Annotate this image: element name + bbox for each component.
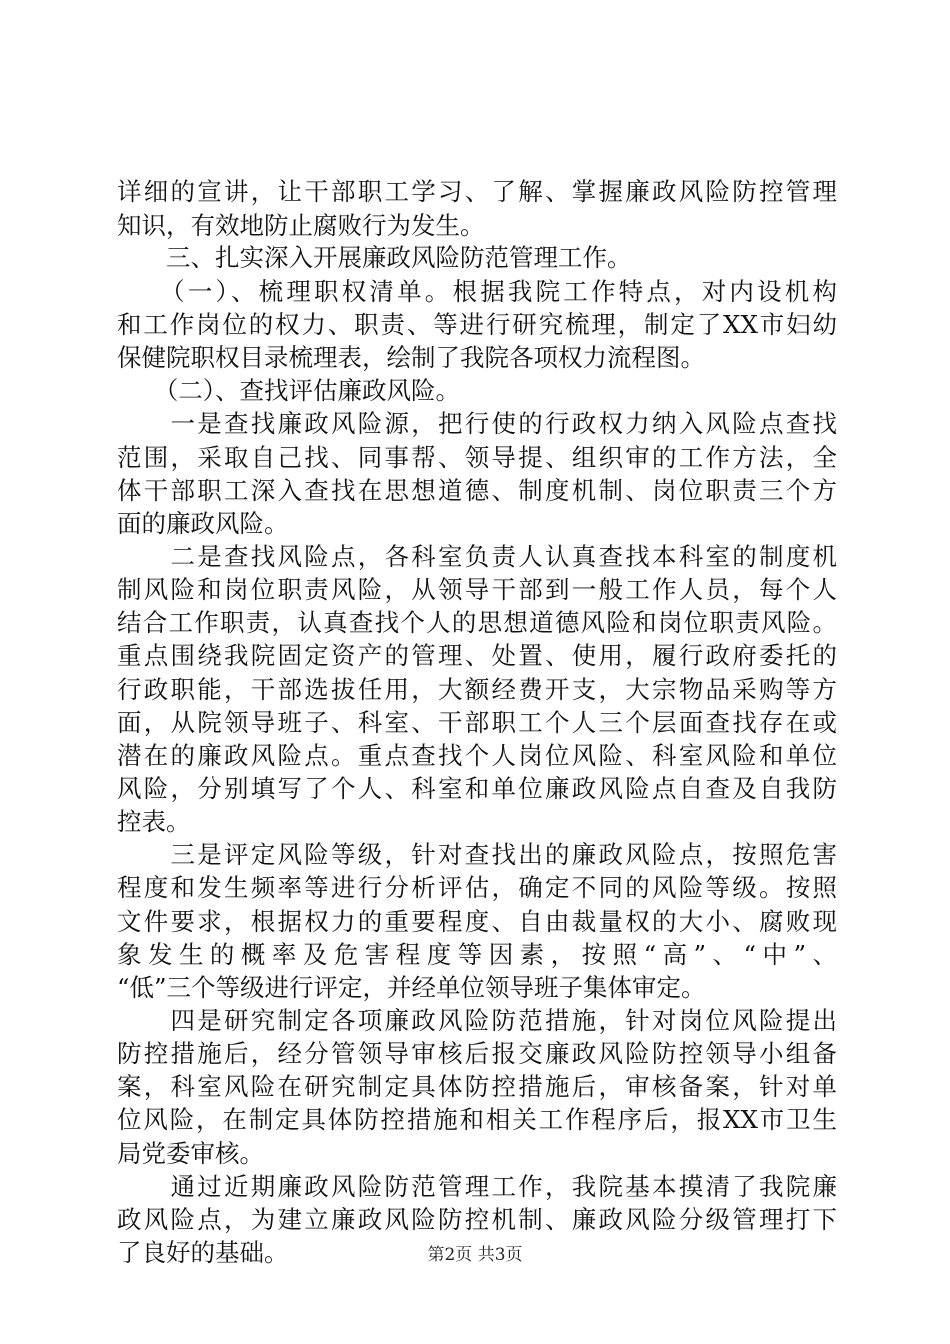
text-line: 防控措施后，经分管领导审核后报交廉政风险防控领导小组备	[117, 1039, 837, 1068]
text-line: 行政职能，干部选拔任用，大额经费开支，大宗物品采购等方	[117, 675, 837, 704]
text-line: 程度和发生频率等进行分析评估，确定不同的风险等级。按照	[117, 873, 837, 902]
text-line: 面，从院领导班子、科室、干部职工个人三个层面查找存在或	[117, 708, 837, 737]
section-heading: 三、扎实深入开展廉政风险防范管理工作。	[117, 243, 632, 272]
text-line: 控表。	[117, 807, 191, 836]
text-line: 文件要求，根据权力的重要程度、自由裁量权的大小、腐败现	[117, 907, 837, 936]
text-line: 知识，有效地防止腐败行为发生。	[117, 211, 485, 240]
text-line: 面的廉政风险。	[117, 509, 289, 538]
text-line: “低”三个等级进行评定，并经单位领导班子集体审定。	[117, 973, 706, 1002]
subsection-heading: （一）、梳理职权清单。根据我院工作特点，对内设机构	[117, 277, 837, 306]
text-line: 四是研究制定各项廉政风险防范措施，针对岗位风险提出	[117, 1006, 837, 1035]
text-line: 一是查找廉政风险源，把行使的行政权力纳入风险点查找	[117, 409, 837, 438]
text-line: 局党委审核。	[117, 1139, 264, 1168]
text-line: 三是评定风险等级，针对查找出的廉政风险点，按照危害	[117, 840, 837, 869]
text-line: 了良好的基础。	[117, 1238, 289, 1267]
text-line: 范围，采取自己找、同事帮、领导提、组织审的工作方法，全	[117, 443, 837, 472]
subsection-heading: （二）、查找评估廉政风险。	[117, 376, 460, 405]
text-line: 保健院职权目录梳理表，绘制了我院各项权力流程图。	[117, 343, 705, 372]
text-line: 详细的宣讲，让干部职工学习、了解、掌握廉政风险防控管理	[117, 177, 837, 206]
page-number-footer: 第2页 共3页	[427, 1245, 523, 1265]
text-line: 制风险和岗位职责风险，从领导干部到一般工作人员，每个人	[117, 575, 837, 604]
text-line: 案，科室风险在研究制定具体防控措施后，审核备案，针对单	[117, 1072, 837, 1101]
text-line: 重点围绕我院固定资产的管理、处置、使用，履行政府委托的	[117, 641, 837, 670]
text-line: 潜在的廉政风险点。重点查找个人岗位风险、科室风险和单位	[117, 741, 837, 770]
text-line: 风险，分别填写了个人、科室和单位廉政风险点自查及自我防	[117, 774, 837, 803]
text-line: 通过近期廉政风险防范管理工作，我院基本摸清了我院廉	[117, 1172, 837, 1201]
text-line: 二是查找风险点，各科室负责人认真查找本科室的制度机	[117, 542, 837, 571]
text-line: 政风险点，为建立廉政风险防控机制、廉政风险分级管理打下	[117, 1205, 837, 1234]
text-line: 结合工作职责，认真查找个人的思想道德风险和岗位职责风险。	[117, 608, 837, 637]
text-line: 位风险，在制定具体防控措施和相关工作程序后，报XX市卫生	[117, 1105, 837, 1134]
text-line: 象发生的概率及危害程度等因素，按照“高”、“中”、	[117, 940, 837, 969]
text-line: 体干部职工深入查找在思想道德、制度机制、岗位职责三个方	[117, 476, 837, 505]
text-line: 和工作岗位的权力、职责、等进行研究梳理，制定了XX市妇幼	[117, 310, 837, 339]
